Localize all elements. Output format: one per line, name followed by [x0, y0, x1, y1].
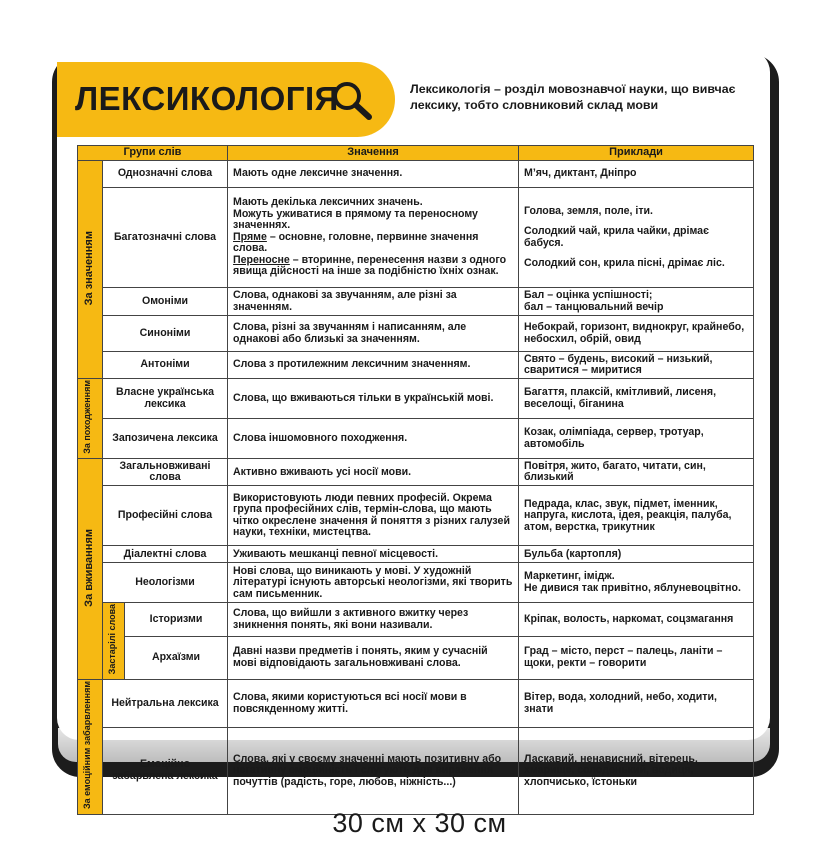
examples-cell: Свято – будень, високий – низький, сваритися – миритися	[519, 352, 754, 379]
table-row	[78, 636, 754, 679]
meaning-cell: Слова іншомовного походження.	[228, 419, 519, 459]
meaning-cell: Давні назви предметів і понять, яким у сучасній мові відповідають загальновживані слова.	[228, 636, 519, 679]
examples-cell: Ласкавий, ненависний, вітерець, хмарище, солоденький, водиця, хлопчисько, їстоньки	[519, 728, 754, 814]
table-row	[78, 728, 754, 814]
examples-cell	[519, 288, 754, 316]
meaning-cell: Слова, різні за звучанням і написанням, але однакові або близькі за значенням.	[228, 316, 519, 352]
table-row	[78, 379, 754, 419]
term-figurative: Переносне	[233, 253, 290, 266]
table-row	[78, 459, 754, 486]
examples-cell: Козак, олімпіада, сервер, тротуар, автомобіль	[519, 419, 754, 459]
header-meaning: Значення	[228, 146, 519, 161]
table-row	[78, 603, 754, 637]
table-row	[78, 288, 754, 316]
term-direct: Пряме	[233, 230, 267, 243]
category-label: За вживанням	[83, 528, 96, 607]
example-line: бал – танцювальний вечір	[524, 300, 664, 313]
category-label: За значенням	[83, 230, 96, 305]
example-line: Маркетинг, імідж.	[524, 570, 615, 583]
group-cell: Архаїзми	[125, 636, 228, 679]
example-line: Бал – оцінка успішності;	[524, 289, 653, 301]
meaning-text: – вторинне, перенесення назви з одного явища дійсності на інше за подібністю їхніх ознак.	[233, 253, 507, 278]
meaning-cell: Слова, що вживаються тільки в українській мові.	[228, 379, 519, 419]
example-line: Солодкий чай, крила чайки, дрімає бабуся.	[524, 225, 709, 249]
definition-text: Лексикологія – розділ мовознавчої науки, що вивчає лексику, тобто словниковий склад мови	[410, 82, 736, 112]
header-examples: Приклади	[519, 146, 754, 161]
group-cell: Омоніми	[103, 288, 228, 316]
group-cell: Антоніми	[103, 352, 228, 379]
meaning-line: Мають декілька лексичних значень.	[233, 196, 423, 209]
examples-cell: Вітер, вода, холодний, небо, ходити, знати	[519, 680, 754, 728]
examples-cell: Педрада, клас, звук, підмет, іменник, напруга, кислота, ідея, реакція, палуба, атом, верстка, трикутник	[519, 486, 754, 546]
table-row	[78, 419, 754, 459]
table-row	[78, 161, 754, 188]
table-row	[78, 563, 754, 603]
table-row	[78, 680, 754, 728]
subcategory-label: Застарілі слова	[107, 604, 117, 675]
table-row	[78, 486, 754, 546]
meaning-cell: Мають одне лексичне значення.	[228, 161, 519, 188]
group-cell: Діалектні слова	[103, 546, 228, 563]
group-cell: Запозичена лексика	[103, 419, 228, 459]
table-row	[78, 352, 754, 379]
title-bar	[57, 62, 395, 137]
meaning-cell: Активно вживають усі носії мови.	[228, 459, 519, 486]
category-meaning	[78, 161, 103, 379]
examples-cell: Кріпак, волость, наркомат, соцзмагання	[519, 603, 754, 637]
category-emotional	[78, 680, 103, 814]
magnifier-icon	[329, 78, 379, 122]
examples-cell: Багаття, плаксій, кмітливий, лисеня, веселощі, біганина	[519, 379, 754, 419]
examples-cell	[519, 563, 754, 603]
meaning-cell: Нові слова, що виникають у мові. У художній літературі існують авторські неологізми, які творить сам письменник.	[228, 563, 519, 603]
group-cell: Професійні слова	[103, 486, 228, 546]
examples-cell: Небокрай, горизонт, виднокруг, крайнебо, небосхил, обрій, овид	[519, 316, 754, 352]
meaning-cell: Слова з протилежним лексичним значенням.	[228, 352, 519, 379]
examples-cell: М’яч, диктант, Дніпро	[519, 161, 754, 188]
example-line: Не дивися так привітно, яблуневоцвітно.	[524, 581, 741, 594]
header-groups: Групи слів	[78, 146, 228, 161]
meaning-line: Можуть уживатися в прямому та переносному значеннях.	[233, 207, 478, 232]
table-row	[78, 188, 754, 288]
category-label: За емоційним забарвленням	[82, 681, 92, 810]
poster-board	[57, 50, 770, 810]
meaning-cell: Слова, однакові за звучанням, але різні за значенням.	[228, 288, 519, 316]
lexicology-table	[77, 145, 754, 815]
group-cell: Власне українська лексика	[103, 379, 228, 419]
size-caption: 30 см х 30 см	[332, 808, 507, 838]
category-label: За походженням	[82, 380, 92, 454]
meaning-line	[233, 232, 513, 255]
group-cell: Нейтральна лексика	[103, 680, 228, 728]
group-cell: Емоційно забарвлена лексика	[103, 728, 228, 814]
subcategory-obsolete	[103, 603, 125, 680]
examples-cell: Град – місто, перст – палець, ланіти – щоки, ректи – говорити	[519, 636, 754, 679]
meaning-cell: Слова, що вийшли з активного вжитку через зникнення понять, які вони називали.	[228, 603, 519, 637]
meaning-cell: Слова, якими користуються всі носії мови в повсякденному житті.	[228, 680, 519, 728]
meaning-text: – основне, головне, первинне значення слова.	[233, 230, 479, 255]
group-cell: Однозначні слова	[103, 161, 228, 188]
examples-cell	[519, 188, 754, 288]
page-title: ЛЕКСИКОЛОГІЯ	[75, 80, 339, 117]
meaning-line	[233, 255, 513, 278]
group-cell: Синоніми	[103, 316, 228, 352]
table-row	[78, 546, 754, 563]
meaning-cell: Слова, які у своєму значенні мають позитивну або негативну емоційність і слугують для вираження почуттів (радість, горе, любов, ніжність...)	[228, 728, 519, 814]
table-header	[78, 146, 754, 161]
example-line: Голова, земля, поле, іти.	[524, 204, 653, 217]
category-usage	[78, 459, 103, 680]
group-cell: Загальновживані слова	[103, 459, 228, 486]
meaning-cell	[228, 188, 519, 288]
examples-cell: Повітря, жито, багато, читати, син, близький	[519, 459, 754, 486]
group-cell: Неологізми	[103, 563, 228, 603]
group-cell: Багатозначні слова	[103, 188, 228, 288]
examples-cell: Бульба (картопля)	[519, 546, 754, 563]
table-row	[78, 316, 754, 352]
meaning-cell: Уживають мешканці певної місцевості.	[228, 546, 519, 563]
example-line: Солодкий сон, крила пісні, дрімає ліс.	[524, 257, 725, 269]
category-origin	[78, 379, 103, 459]
meaning-cell: Використовують люди певних професій. Окрема група професійних слів, термін-слова, що мають чітко окреслене значення й поняття з різних галузей науки, техніки, мистецтва.	[228, 486, 519, 546]
group-cell: Історизми	[125, 603, 228, 637]
